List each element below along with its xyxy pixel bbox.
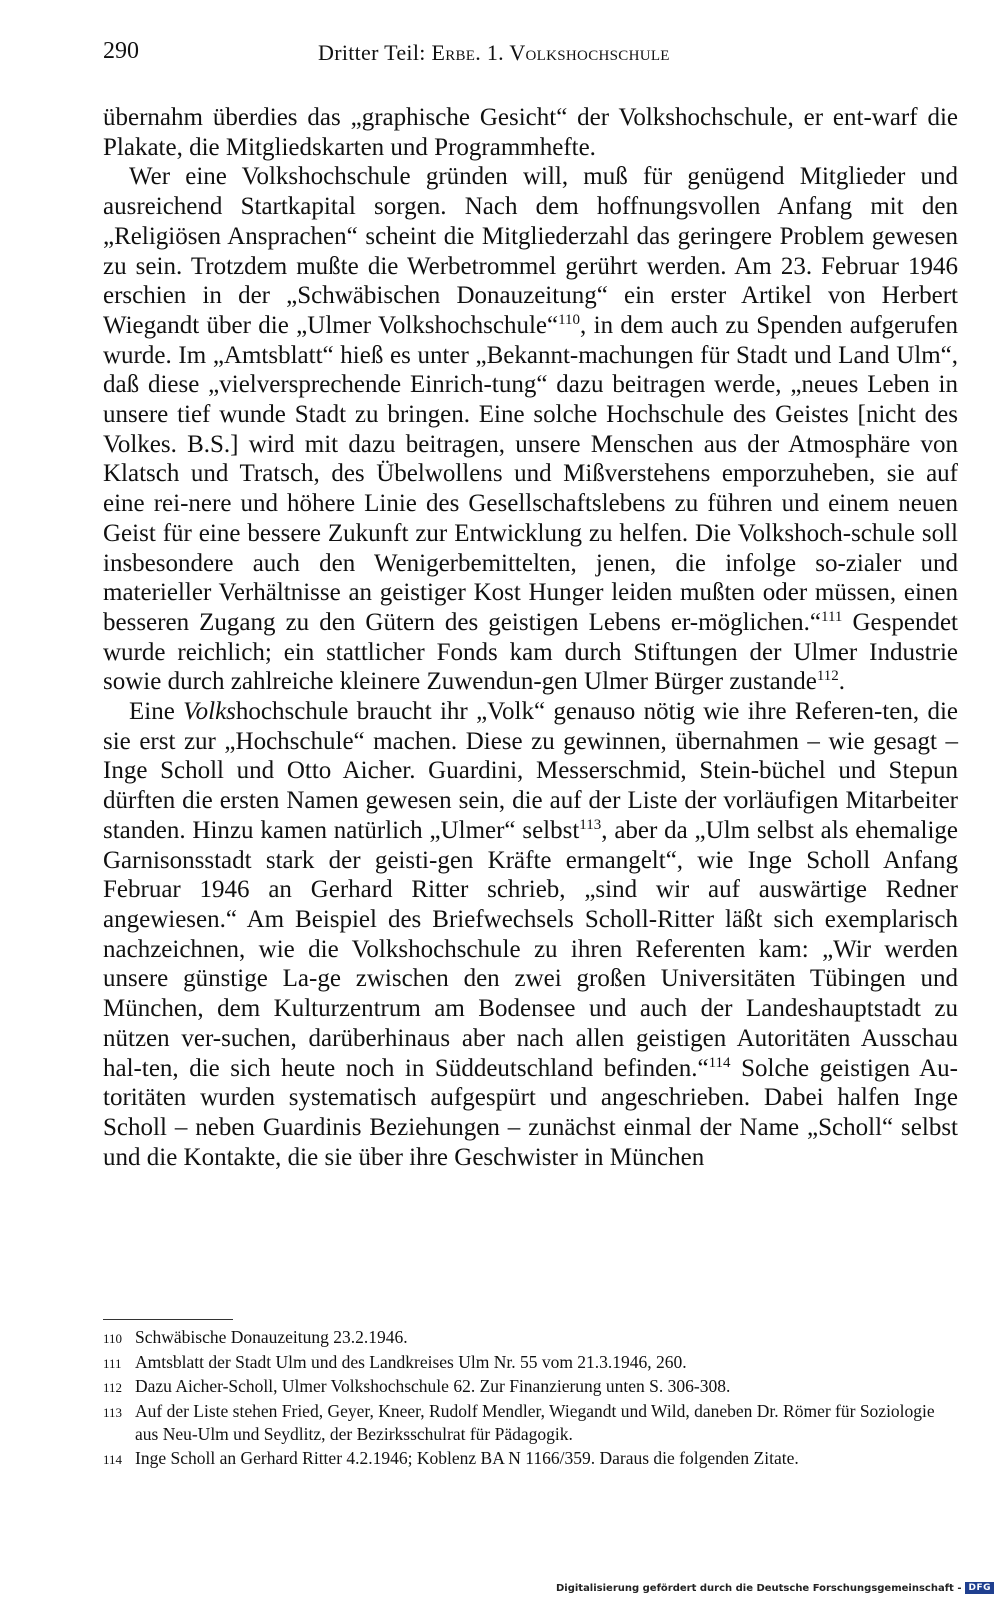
text-run: hochschule braucht ihr „Volk“ genauso nötig wie ihre Referen-ten, die sie erst zur „Hochschule“ machen. Diese zu gewinnen, übernahmen – wie gesagt – Inge Scholl und Otto Aicher. Guardini, Messerschmid, Stein-büchel und Stepun dürften die ersten Namen gewesen sein, die auf der Liste der vorläufigen Mitarbeiter standen. Hinzu kamen natürlich „Ulmer“ selbst xyxy=(103,698,958,844)
running-head xyxy=(318,40,670,66)
digitization-credit xyxy=(556,1582,994,1594)
text-run: . xyxy=(838,668,846,696)
footnote-text: Inge Scholl an Gerhard Ritter 4.2.1946; Koblenz BA N 1166/359. Daraus die folgenden Zitate. xyxy=(135,1447,799,1468)
footnote-text: Schwäbische Donauzeitung 23.2.1946. xyxy=(135,1327,408,1347)
footnote-number: 110 xyxy=(103,1331,123,1346)
footnote-text: Dazu Aicher-Scholl, Ulmer Volkshochschule 62. Zur Finanzierung unten S. 306-308. xyxy=(135,1376,731,1396)
footnote-112 xyxy=(103,1375,958,1400)
running-head-chapter: Erbe. 1. Volkshochschule xyxy=(431,40,670,65)
paragraph-2 xyxy=(103,162,958,697)
text-run: Gespendet wurde reichlich; ein stattlicher Fonds kam durch Stiftungen der Ulmer Industrie sowie durch zahlreiche kleinere Zuwendun-gen Ulmer Bürger zustande xyxy=(103,608,958,696)
main-text xyxy=(103,103,958,1172)
page-number: 290 xyxy=(103,38,139,64)
text-run: Eine xyxy=(129,698,184,726)
footnote-text: Amtsblatt der Stadt Ulm und des Landkreises Ulm Nr. 55 vom 21.3.1946, 260. xyxy=(135,1351,687,1372)
footnote-ref-110[interactable]: 110 xyxy=(558,311,581,328)
footnote-number: 114 xyxy=(103,1451,123,1467)
footnote-number: 111 xyxy=(103,1355,122,1371)
dfg-logo-icon: DFG xyxy=(965,1582,994,1594)
running-head-part: Dritter Teil: xyxy=(318,40,432,65)
text-run: , aber da „Ulm selbst als ehemalige Garnisonsstadt stark der geisti-gen Kräfte ermangelt“, wie Inge Scholl Anfang Februar 1946 an Gerhard Ritter schrieb, „sind wir auf auswärtige Redner angewiesen.“ Am Beispiel des Briefwechsels Scholl-Ritter läßt sich exemplarisch nachzeichnen, wie die Volkshochschule zu ihren Referenten kam: „Wir werden unsere günstige La-ge zwischen den zwei großen Universitäten Tübingen und München, dem Kulturzentrum am Bodensee und auch der Landeshauptstadt zu nützen ver-suchen, darüberhinaus aber nach allen geistigen Autoritäten Ausschau hal-ten, die sich heute noch in Süddeutschland befinden.“ xyxy=(103,816,958,1082)
footnote-113 xyxy=(103,1400,958,1447)
footnote-ref-112[interactable]: 112 xyxy=(816,668,839,685)
page-header xyxy=(103,38,958,78)
footnote-ref-113[interactable]: 113 xyxy=(579,816,602,833)
footnote-ref-111[interactable]: 111 xyxy=(821,608,843,625)
text-run: Solche geistigen Au-toritäten wurden systematisch aufgespürt und angeschrieben. Dabei halfen Inge Scholl – neben Guardinis Beziehungen – zunächst einmal der Name „Scholl“ selbst und die Kontakte, die sie über ihre Geschwister in München xyxy=(103,1054,958,1171)
footnote-number: 113 xyxy=(103,1404,123,1420)
footnote-110 xyxy=(103,1326,958,1351)
footnote-separator xyxy=(103,1319,233,1320)
credit-text: Digitalisierung gefördert durch die Deutsche Forschungsgemeinschaft - xyxy=(555,1582,962,1594)
paragraph-3 xyxy=(103,697,958,1172)
footnote-111 xyxy=(103,1351,958,1376)
paragraph-1: übernahm überdies das „graphische Gesicht“ der Volkshochschule, er ent-warf die Plakate, die Mitgliedskarten und Programmhefte. xyxy=(103,104,958,161)
footnotes xyxy=(103,1326,958,1471)
text-run: , in dem auch zu Spenden aufgerufen wurde. Im „Amtsblatt“ hieß es unter „Bekannt-machungen für Stadt und Land Ulm“, daß diese „vielversprechende Einrich-tung“ dazu beitragen werde, „neues Leben in unsere tief wunde Stadt zu bringen. Eine solche Hochschule des Geistes [nicht des Volkes. B.S.] wird mit dazu beitragen, unsere Menschen aus der Atmosphäre von Klatsch und Tratsch, des Übelwollens und Mißverstehens emporzuheben, sie auf eine rei-nere und höhere Linie des Gesellschaftslebens zu führen und einem neuen Geist für eine bessere Zukunft zur Entwicklung zu helfen. Die Volkshoch-schule soll insbesondere auch den Wenigerbemittelten, jenen, die infolge so-zialer und materieller Verhältnisse an geistiger Kost Hunger leiden mußten oder müssen, einen besseren Zugang zu den Gütern des geistigen Lebens er-möglichen.“ xyxy=(103,311,958,636)
footnote-114 xyxy=(103,1447,958,1472)
footnote-number: 112 xyxy=(103,1380,123,1395)
footnote-ref-114[interactable]: 114 xyxy=(708,1054,731,1071)
footnote-text: Auf der Liste stehen Fried, Geyer, Kneer, Rudolf Mendler, Wiegandt und Wild, daneben Dr. Römer für Soziologie aus Neu-Ulm und Seydlitz, der Bezirksschulrat für Pädagogik. xyxy=(135,1400,935,1444)
italic-text: Volks xyxy=(183,698,236,726)
text-run: Wer eine Volkshochschule gründen will, muß für genügend Mitglieder und ausreichend Startkapital sorgen. Nach dem hoffnungsvollen Anfang mit den „Religiösen Ansprachen“ scheint die Mitgliederzahl das geringere Problem gewesen zu sein. Trotzdem mußte die Werbetrommel gerührt werden. Am 23. Februar 1946 erschien in der „Schwäbischen Donauzeitung“ ein erster Artikel von Herbert Wiegandt über die „Ulmer Volkshochschule“ xyxy=(103,163,958,339)
